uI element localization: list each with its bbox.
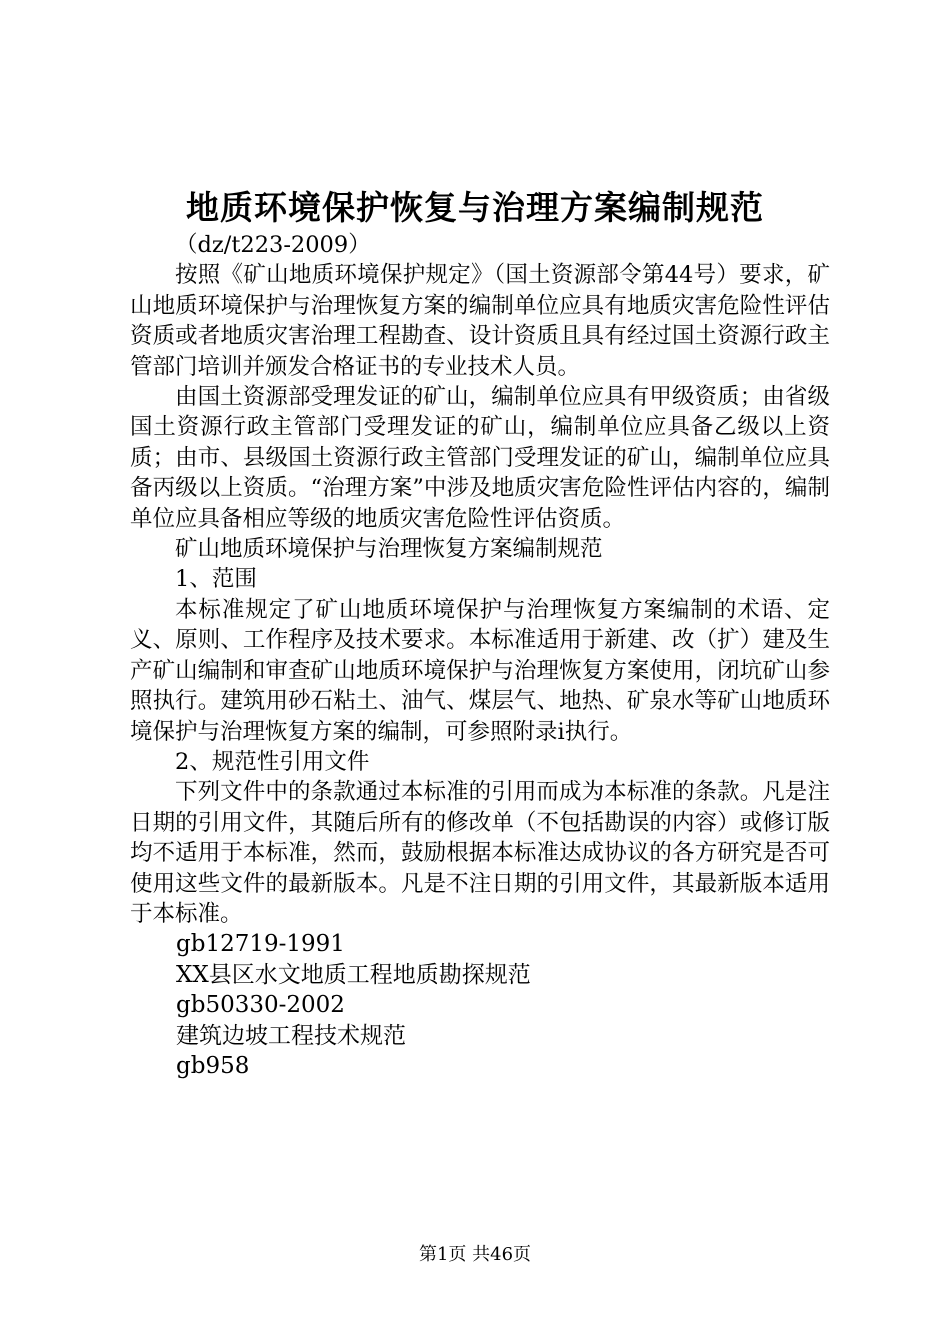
reference-item: gb958 bbox=[176, 1052, 250, 1079]
document-title: 地质环境保护恢复与治理方案编制规范 bbox=[186, 188, 764, 227]
body-paragraph: 按照《矿山地质环境保护规定》（国土资源部令第44号）要求，矿山地质环境保护与治理恢复方案的编制单位应具有地质灾害危险性评估资质或者地质灾害治理工程勘查、设计资质且具有经过国土资源行政主管部门培训并颁发合格证书的专业技术人员。 bbox=[130, 262, 830, 380]
section-heading: 矿山地质环境保护与治理恢复方案编制规范 bbox=[175, 536, 603, 563]
standard-code: （dz/t223-2009） bbox=[175, 232, 371, 258]
document-body bbox=[130, 230, 830, 1081]
reference-item: XX县区水文地质工程地质勘探规范 bbox=[176, 961, 531, 988]
reference-item: 建筑边坡工程技术规范 bbox=[176, 1022, 406, 1049]
section-heading: 2、规范性引用文件 bbox=[175, 748, 370, 775]
body-paragraph: 由国土资源部受理发证的矿山，编制单位应具有甲级资质；由省级国土资源行政主管部门受理发证的矿山，编制单位应具备乙级以上资质；由市、县级国土资源行政主管部门受理发证的矿山，编制单位应具备丙级以上资质。“治理方案”中涉及地质灾害危险性评估内容的，编制单位应具备相应等级的地质灾害危险性评估资质。 bbox=[130, 384, 830, 532]
page-footer: 第1页 共46页 bbox=[418, 1244, 532, 1265]
section-heading: 1、范围 bbox=[175, 566, 257, 593]
reference-item: gb50330-2002 bbox=[176, 992, 345, 1019]
body-paragraph: 本标准规定了矿山地质环境保护与治理恢复方案编制的术语、定义、原则、工作程序及技术要求。本标准适用于新建、改（扩）建及生产矿山编制和审查矿山地质环境保护与治理恢复方案使用，闭坑矿山参照执行。建筑用砂石粘土、油气、煤层气、地热、矿泉水等矿山地质环境保护与治理恢复方案的编制，可参照附录i执行。 bbox=[130, 596, 830, 745]
reference-item: gb12719-1991 bbox=[176, 931, 345, 958]
body-paragraph: 下列文件中的条款通过本标准的引用而成为本标准的条款。凡是注日期的引用文件，其随后所有的修改单（不包括勘误的内容）或修订版均不适用于本标准，然而，鼓励根据本标准达成协议的各方研究是否可使用这些文件的最新版本。凡是不注日期的引用文件，其最新版本适用于本标准。 bbox=[130, 779, 830, 927]
